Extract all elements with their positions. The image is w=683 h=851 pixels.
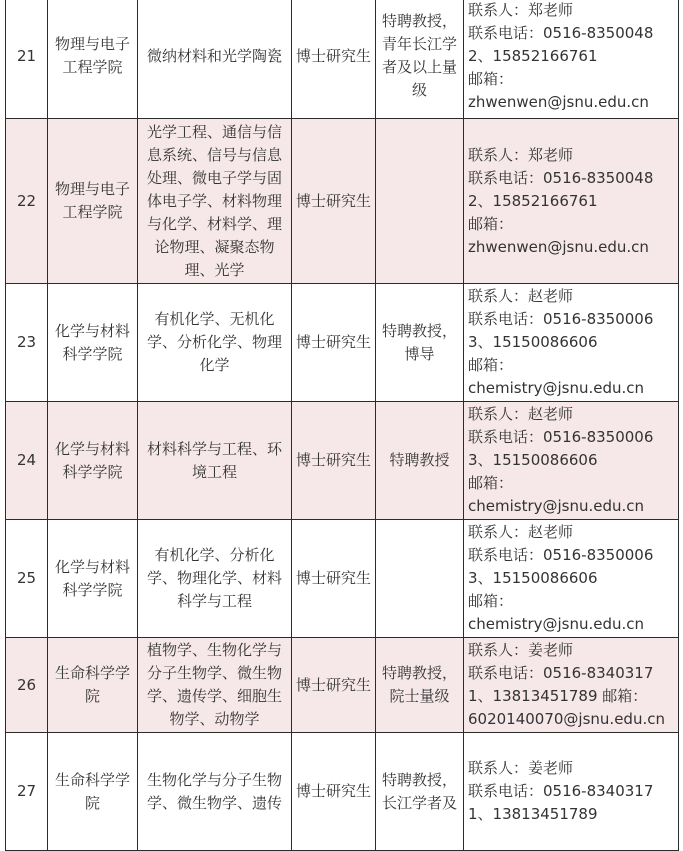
contact-person: 联系人：姜老师 — [468, 759, 574, 777]
title-cell — [376, 520, 464, 638]
table-row — [6, 638, 679, 733]
major-cell — [138, 733, 292, 851]
title-text: 特聘教授，青年长江学者及以上量级 — [381, 12, 457, 99]
degree-cell: 博士研究生 — [292, 284, 376, 402]
title-text: 特聘教授，博导 — [381, 321, 457, 363]
major-cell — [138, 0, 292, 119]
college-text: 化学与材料科学学院 — [54, 321, 130, 363]
major-text: 生物化学与分子生物学、微生物学、遗传 — [146, 770, 282, 812]
degree-cell: 博士研究生 — [292, 402, 376, 520]
major-text: 光学工程、通信与信息系统、信号与信息处理、微电子学与固体电子学、材料物理与化学、材料学、理论物理、凝聚态物理、光学 — [146, 122, 282, 279]
title-cell — [376, 638, 464, 733]
major-cell — [138, 284, 292, 402]
college-cell — [48, 520, 138, 638]
table-row — [6, 402, 679, 520]
row-number-cell: 25 — [6, 520, 48, 638]
contact-phone: 联系电话：0516-83500482、15852166761 — [468, 168, 654, 210]
college-cell — [48, 733, 138, 851]
degree-cell: 博士研究生 — [292, 520, 376, 638]
row-number-cell: 23 — [6, 284, 48, 402]
major-text: 有机化学、分析化学、物理化学、材料科学与工程 — [146, 546, 282, 610]
row-number-cell: 21 — [6, 0, 48, 119]
major-cell — [138, 638, 292, 733]
recruitment-table — [5, 0, 679, 851]
major-text: 材料科学与工程、环境工程 — [146, 439, 282, 481]
contact-person: 联系人：赵老师 — [468, 287, 574, 305]
title-cell: 特聘教授 — [376, 402, 464, 520]
college-text: 生命科学学院 — [54, 664, 130, 705]
contact-cell — [464, 520, 679, 638]
contact-person: 联系人：赵老师 — [468, 405, 574, 423]
email-label: 邮箱： — [468, 592, 514, 610]
degree-cell: 博士研究生 — [292, 119, 376, 284]
contact-cell — [464, 284, 679, 402]
contact-cell — [464, 0, 679, 119]
table-body — [6, 0, 679, 851]
major-cell — [138, 520, 292, 638]
degree-cell: 博士研究生 — [292, 638, 376, 733]
college-text: 化学与材料科学学院 — [54, 439, 130, 481]
title-cell — [376, 284, 464, 402]
college-cell — [48, 638, 138, 733]
major-text: 有机化学、无机化学、分析化学、物理化学 — [146, 310, 282, 374]
college-cell — [48, 119, 138, 284]
email-address: chemistry@jsnu.edu.cn — [468, 615, 645, 633]
email-label: 邮箱： — [468, 356, 514, 374]
contact-person: 联系人：郑老师 — [468, 145, 574, 164]
table-row — [6, 119, 679, 284]
email-label: 邮箱： — [468, 474, 514, 492]
major-text: 植物学、生物化学与分子生物学、微生物学、遗传学、细胞生物学、动物学 — [146, 641, 282, 728]
email-address: zhwenwen@jsnu.edu.cn — [468, 237, 649, 256]
email-label: 邮箱： — [468, 69, 514, 88]
contact-person: 联系人：郑老师 — [468, 0, 574, 19]
college-text: 生命科学学院 — [54, 770, 130, 812]
title-cell — [376, 119, 464, 284]
major-cell — [138, 119, 292, 284]
row-number-cell: 22 — [6, 119, 48, 284]
contact-cell — [464, 638, 679, 733]
email-address: zhwenwen@jsnu.edu.cn — [468, 92, 649, 111]
contact-phone: 联系电话：0516-83500063、15150086606 — [468, 428, 654, 469]
title-text: 特聘教授，长江学者及 — [381, 770, 457, 812]
college-cell — [48, 0, 138, 119]
email-address: chemistry@jsnu.edu.cn — [468, 379, 645, 397]
contact-cell — [464, 733, 679, 851]
college-cell — [48, 284, 138, 402]
major-text: 微纳材料和光学陶瓷 — [146, 46, 282, 65]
contact-phone: 联系电话：0516-83500063、15150086606 — [468, 546, 654, 587]
contact-phone: 联系电话：0516-83500063、15150086606 — [468, 310, 654, 351]
email-address: 6020140070@jsnu.edu.cn — [468, 710, 665, 728]
table-row — [6, 520, 679, 638]
contact-phone-email-label: 联系电话：0516-83403171、13813451789 邮箱： — [468, 664, 654, 705]
row-number-cell: 24 — [6, 402, 48, 520]
contact-person: 联系人：赵老师 — [468, 523, 574, 541]
college-text: 物理与电子工程学院 — [54, 35, 130, 76]
title-cell — [376, 0, 464, 119]
table-row — [6, 0, 679, 119]
table-row — [6, 284, 679, 402]
college-text: 化学与材料科学学院 — [54, 557, 130, 599]
row-number-cell: 27 — [6, 733, 48, 851]
degree-cell: 博士研究生 — [292, 0, 376, 119]
email-label: 邮箱： — [468, 214, 514, 233]
contact-cell — [464, 119, 679, 284]
email-address: chemistry@jsnu.edu.cn — [468, 497, 645, 515]
contact-phone: 联系电话：0516-83500482、15852166761 — [468, 23, 654, 65]
college-text: 物理与电子工程学院 — [54, 180, 130, 221]
contact-cell — [464, 402, 679, 520]
contact-phone: 联系电话：0516-83403171、13813451789 — [468, 782, 654, 823]
row-number-cell: 26 — [6, 638, 48, 733]
major-cell — [138, 402, 292, 520]
title-cell — [376, 733, 464, 851]
title-text: 特聘教授，院士量级 — [381, 664, 457, 705]
college-cell — [48, 402, 138, 520]
contact-person: 联系人：姜老师 — [468, 641, 574, 659]
degree-cell: 博士研究生 — [292, 733, 376, 851]
table-row — [6, 733, 679, 851]
